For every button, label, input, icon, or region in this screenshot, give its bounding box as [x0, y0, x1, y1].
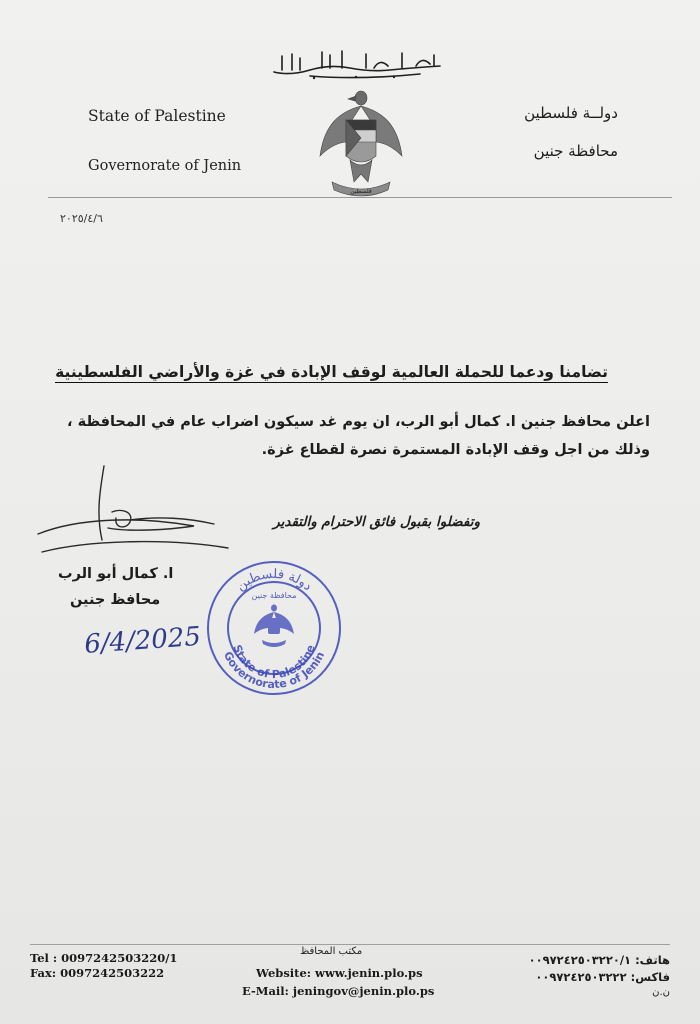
- footer-website[interactable]: Website: www.jenin.plo.ps: [256, 966, 423, 980]
- footer-telephone: Tel : 0097242503220/1: [30, 951, 178, 965]
- official-stamp: [200, 558, 348, 698]
- state-name-ar: دولــة فلسطين: [524, 104, 618, 122]
- stamp-english-state: State of Palestine: [230, 643, 318, 682]
- document-date: ٢٠٢٥/٤/٦: [60, 212, 103, 225]
- stamp-arabic-governorate: محافظة جنين: [251, 591, 297, 600]
- emblem-ribbon-text: فلسطين: [350, 188, 372, 195]
- footer-fax: Fax: 0097242503222: [30, 966, 165, 980]
- body-line-1: اعلن محافظ جنين ا. كمال أبو الرب، ان يوم غد سيكون اضراب عام في المحافظة ،: [67, 414, 650, 430]
- footer-reference-mark: ن.ن: [652, 987, 670, 998]
- handwritten-date-text: 6/4/2025: [83, 621, 202, 660]
- footer-fax-ar: فاكس: ٠٠٩٧٢٤٢٥٠٣٢٢٢: [535, 970, 670, 984]
- footer-email[interactable]: E-Mail: jeningov@jenin.plo.ps: [242, 984, 435, 998]
- signatory-name: ا. كمال أبو الرب: [58, 566, 174, 582]
- stamp-eagle-icon: [254, 605, 294, 648]
- state-name-en: State of Palestine: [88, 107, 226, 125]
- footer-divider: [30, 944, 670, 945]
- basmala-calligraphy: [270, 46, 445, 82]
- footer-telephone-ar: هاتف: ٠٠٩٧٢٤٢٥٠٣٢٢٠/١: [528, 953, 670, 967]
- handwritten-signature: [18, 460, 238, 570]
- stamp-english-governorate: Governorate of Jenin: [220, 649, 328, 692]
- document-headline: تضامنا ودعما للحملة العالمية لوقف الإبادة في غزة والأراضي الفلسطينية: [55, 363, 608, 381]
- governorate-name-ar: محافظة جنين: [533, 142, 618, 160]
- footer-office-title: مكتب المحافظ: [300, 946, 363, 957]
- governorate-name-en: Governorate of Jenin: [88, 158, 242, 174]
- body-line-2: وذلك من اجل وقف الإبادة المستمرة نصرة لقطاع غزة.: [261, 442, 650, 458]
- closing-phrase: وتفضلوا بقبول فائق الاحترام والتقدير: [273, 514, 480, 530]
- header-divider: [48, 197, 672, 198]
- stamp-arabic-ring: دولة فلسطين: [233, 566, 315, 595]
- palestine-eagle-emblem: [318, 86, 404, 202]
- signatory-title: محافظ جنين: [70, 592, 161, 608]
